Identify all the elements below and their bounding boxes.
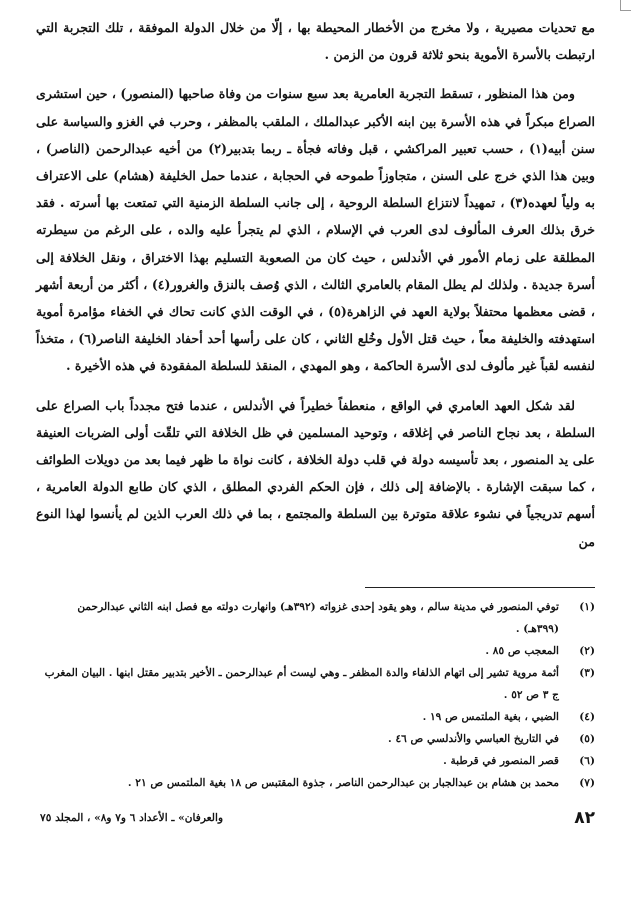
footnote-number: (٧)	[579, 777, 595, 789]
page-footer	[40, 808, 595, 834]
footnote-number: (٥)	[579, 733, 595, 745]
footnote-item	[40, 772, 595, 794]
footnote-item	[40, 728, 595, 750]
footnote-text: أثمة مروية تشير إلى اتهام الذلفاء والدة المظفر ـ وهي ليست أم عبدالرحمن ـ الأخير بتدبير مقتل ابنها . البيان المغرب ج ٣ ص ٥٢ .	[44, 667, 559, 701]
footnote-number: (٢)	[579, 645, 595, 657]
footnote-text: الضبي ، بغية الملتمس ص ١٩ .	[422, 711, 559, 723]
footnote-text: قصر المنصور في قرطبة .	[443, 755, 559, 767]
journal-info: والعرفان» ـ الأعداد ٦ و٧ و٨» ، المجلد ٧٥	[40, 812, 224, 824]
paragraph-3: لقد شكل العهد العامري في الواقع ، منعطفاً خطيراً في الأندلس ، عندما فتح مجدداً باب الصراع على السلطة ، بعد نجاح الناصر في إغلاقه ، وتوحيد المسلمين في ظل الخلافة التي تلقّت أولى الضربات العنيفة على يد المنصور ، بعد تأسيسه دولة في قلب دولة الخلافة ، كانت نواة ما ظهر فيما بعد من دويلات الطوائف ، كما سبقت الإشارة . بالإضافة إلى ذلك ، فإن الحكم الفردي المطلق ، الذي كان طابع الدولة العامرية ، أسهم تدريجياً في نشوء علاقة متوترة بين السلطة والمجتمع ، بما في ذلك العرب الذين لم يأنسوا لهذا النوع من	[36, 397, 595, 549]
footnote-item	[40, 706, 595, 728]
body-text	[36, 14, 595, 555]
footnote-text: في التاريخ العباسي والأندلسي ص ٤٦ .	[388, 733, 559, 745]
footnote-item	[40, 596, 595, 640]
footnote-number: (١)	[579, 601, 595, 613]
footnote-item	[40, 750, 595, 772]
page-number: ٨٢	[574, 808, 595, 828]
paragraph-2: ومن هذا المنظور ، تسقط التجربة العامرية بعد سبع سنوات من وفاة صاحبها (المنصور) ، حين استشرى الصراع مبكراً في هذه الأسرة بين ابنه الأكبر عبدالملك ، الملقب بالمظفر ، وحرب في الغزو والسياسة على سنن أبيه(١) ، حسب تعبير المراكشي ، قبل وفاته فجأة ـ ربما بتدبير(٢) من أخيه عبدالرحمن (الناصر) ، وبين هذا الذي خرج على السنن ، متجاوزاً طموحه في الحجابة ، عندما حمل الخليفة (هشام) على الاعتراف به ولياً لعهده(٣) ، تمهيداً لانتزاع السلطة الروحية ، إلى جانب السلطة الزمنية التي تمتعت بها أسرته . فقد خرق بذلك العرف المألوف لدى العرب في الإسلام ، الذي لم يتجرأ عليه والده ، على الرغم من سيطرته المطلقة على زمام الأمور في الأندلس ، حيث كان من الصعوبة التسليم بهذا الاختراق ، ونقل الخلافة إلى أسرة جديدة . ولذلك لم يطل المقام بالعامري الثالث ، الذي وُصف بالنزق والغرور(٤) ، أكثر من أربعة أشهر ، قضى معظمها محتفلاً بولاية العهد في الزاهرة(٥) ، في الوقت الذي كانت تحاك في الخفاء مؤامرة أموية استهدفته والخليفة معاً ، حيث قتل الأول وخُلع الثاني ، كان على رأسها أحد أحفاد الخليفة الناصر(٦) ، متخذاً لنفسه لقباً غير مألوف لدى الأسرة الحاكمة ، وهو المهدي ، المنقذ للسلطة المفقودة في هذه الأخيرة .	[36, 86, 596, 374]
footnote-item	[40, 640, 595, 662]
scan-corner-mark	[620, 0, 631, 11]
footnote-number: (٣)	[579, 667, 595, 679]
footnote-text: محمد بن هشام بن عبدالجبار بن عبدالرحمن الناصر ، جذوة المقتبس ص ١٨ بغية الملتمس ص ٢١ .	[127, 777, 559, 789]
footnote-separator	[365, 587, 595, 588]
footnote-text: المعجب ص ٨٥ .	[485, 645, 559, 657]
footnote-number: (٤)	[579, 711, 595, 723]
footnote-text: توفي المنصور في مدينة سالم ، وهو يقود إحدى غزواته (٣٩٢هـ) وانهارت دولته مع فصل ابنه الثاني عبدالرحمن (٣٩٩هـ) .	[77, 601, 559, 635]
footnote-number: (٦)	[579, 755, 595, 767]
paragraph-1: مع تحديات مصيرية ، ولا مخرج من الأخطار المحيطة بها ، إلّا من خلال الدولة الموفقة ، تلك التجربة التي ارتبطت بالأسرة الأموية بنحو ثلاثة قرون من الزمن .	[36, 20, 595, 63]
footnote-item	[40, 662, 595, 706]
footnotes	[40, 596, 595, 794]
